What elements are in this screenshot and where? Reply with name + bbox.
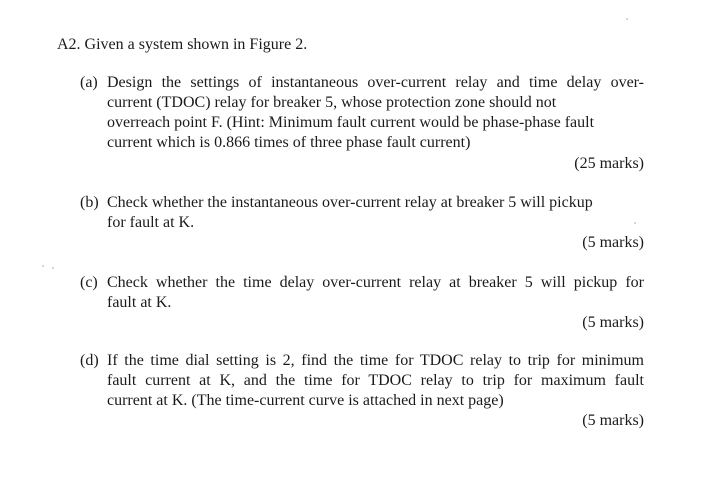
part-c (80, 273, 644, 313)
text-line: current (TDOC) relay for breaker 5, whose protection zone should not (107, 94, 557, 111)
text-line: for fault at K. (107, 214, 195, 231)
text-line: fault at K. (107, 294, 172, 311)
text-line: Design the settings of instantaneous over-current relay and time delay over- (107, 74, 644, 91)
part-b (80, 193, 644, 233)
scan-speck (626, 18, 628, 20)
part-label: (d) (80, 352, 99, 369)
part-label: (a) (80, 74, 98, 91)
text-line: fault current at K, and the time for TDOC relay to trip for maximum fault (107, 372, 644, 389)
question-title: A2. Given a system shown in Figure 2. (57, 36, 308, 53)
text-line: current which is 0.866 times of three phase fault current) (107, 134, 471, 151)
scan-speck (42, 265, 44, 267)
part-label: (c) (80, 274, 98, 291)
scan-speck (52, 267, 54, 269)
part-text (107, 73, 644, 153)
text-line: Check whether the time delay over-current relay at breaker 5 will pickup for (107, 274, 644, 291)
part-text (107, 273, 644, 313)
marks-c: (5 marks) (582, 314, 644, 331)
text-line: current at K. (The time-current curve is attached in next page) (107, 392, 504, 409)
text-line: overreach point F. (Hint: Minimum fault current would be phase-phase fault (107, 114, 595, 131)
marks-d: (5 marks) (582, 412, 644, 429)
text-line: If the time dial setting is 2, find the time for TDOC relay to trip for minimum (107, 352, 644, 369)
text-line: Check whether the instantaneous over-current relay at breaker 5 will pickup (107, 194, 593, 211)
part-a (80, 73, 644, 153)
part-label: (b) (80, 194, 99, 211)
part-d (80, 351, 644, 411)
part-text (107, 351, 644, 411)
marks-a: (25 marks) (574, 155, 644, 172)
scan-speck (634, 222, 636, 224)
part-text (107, 193, 644, 233)
marks-b: (5 marks) (582, 234, 644, 251)
